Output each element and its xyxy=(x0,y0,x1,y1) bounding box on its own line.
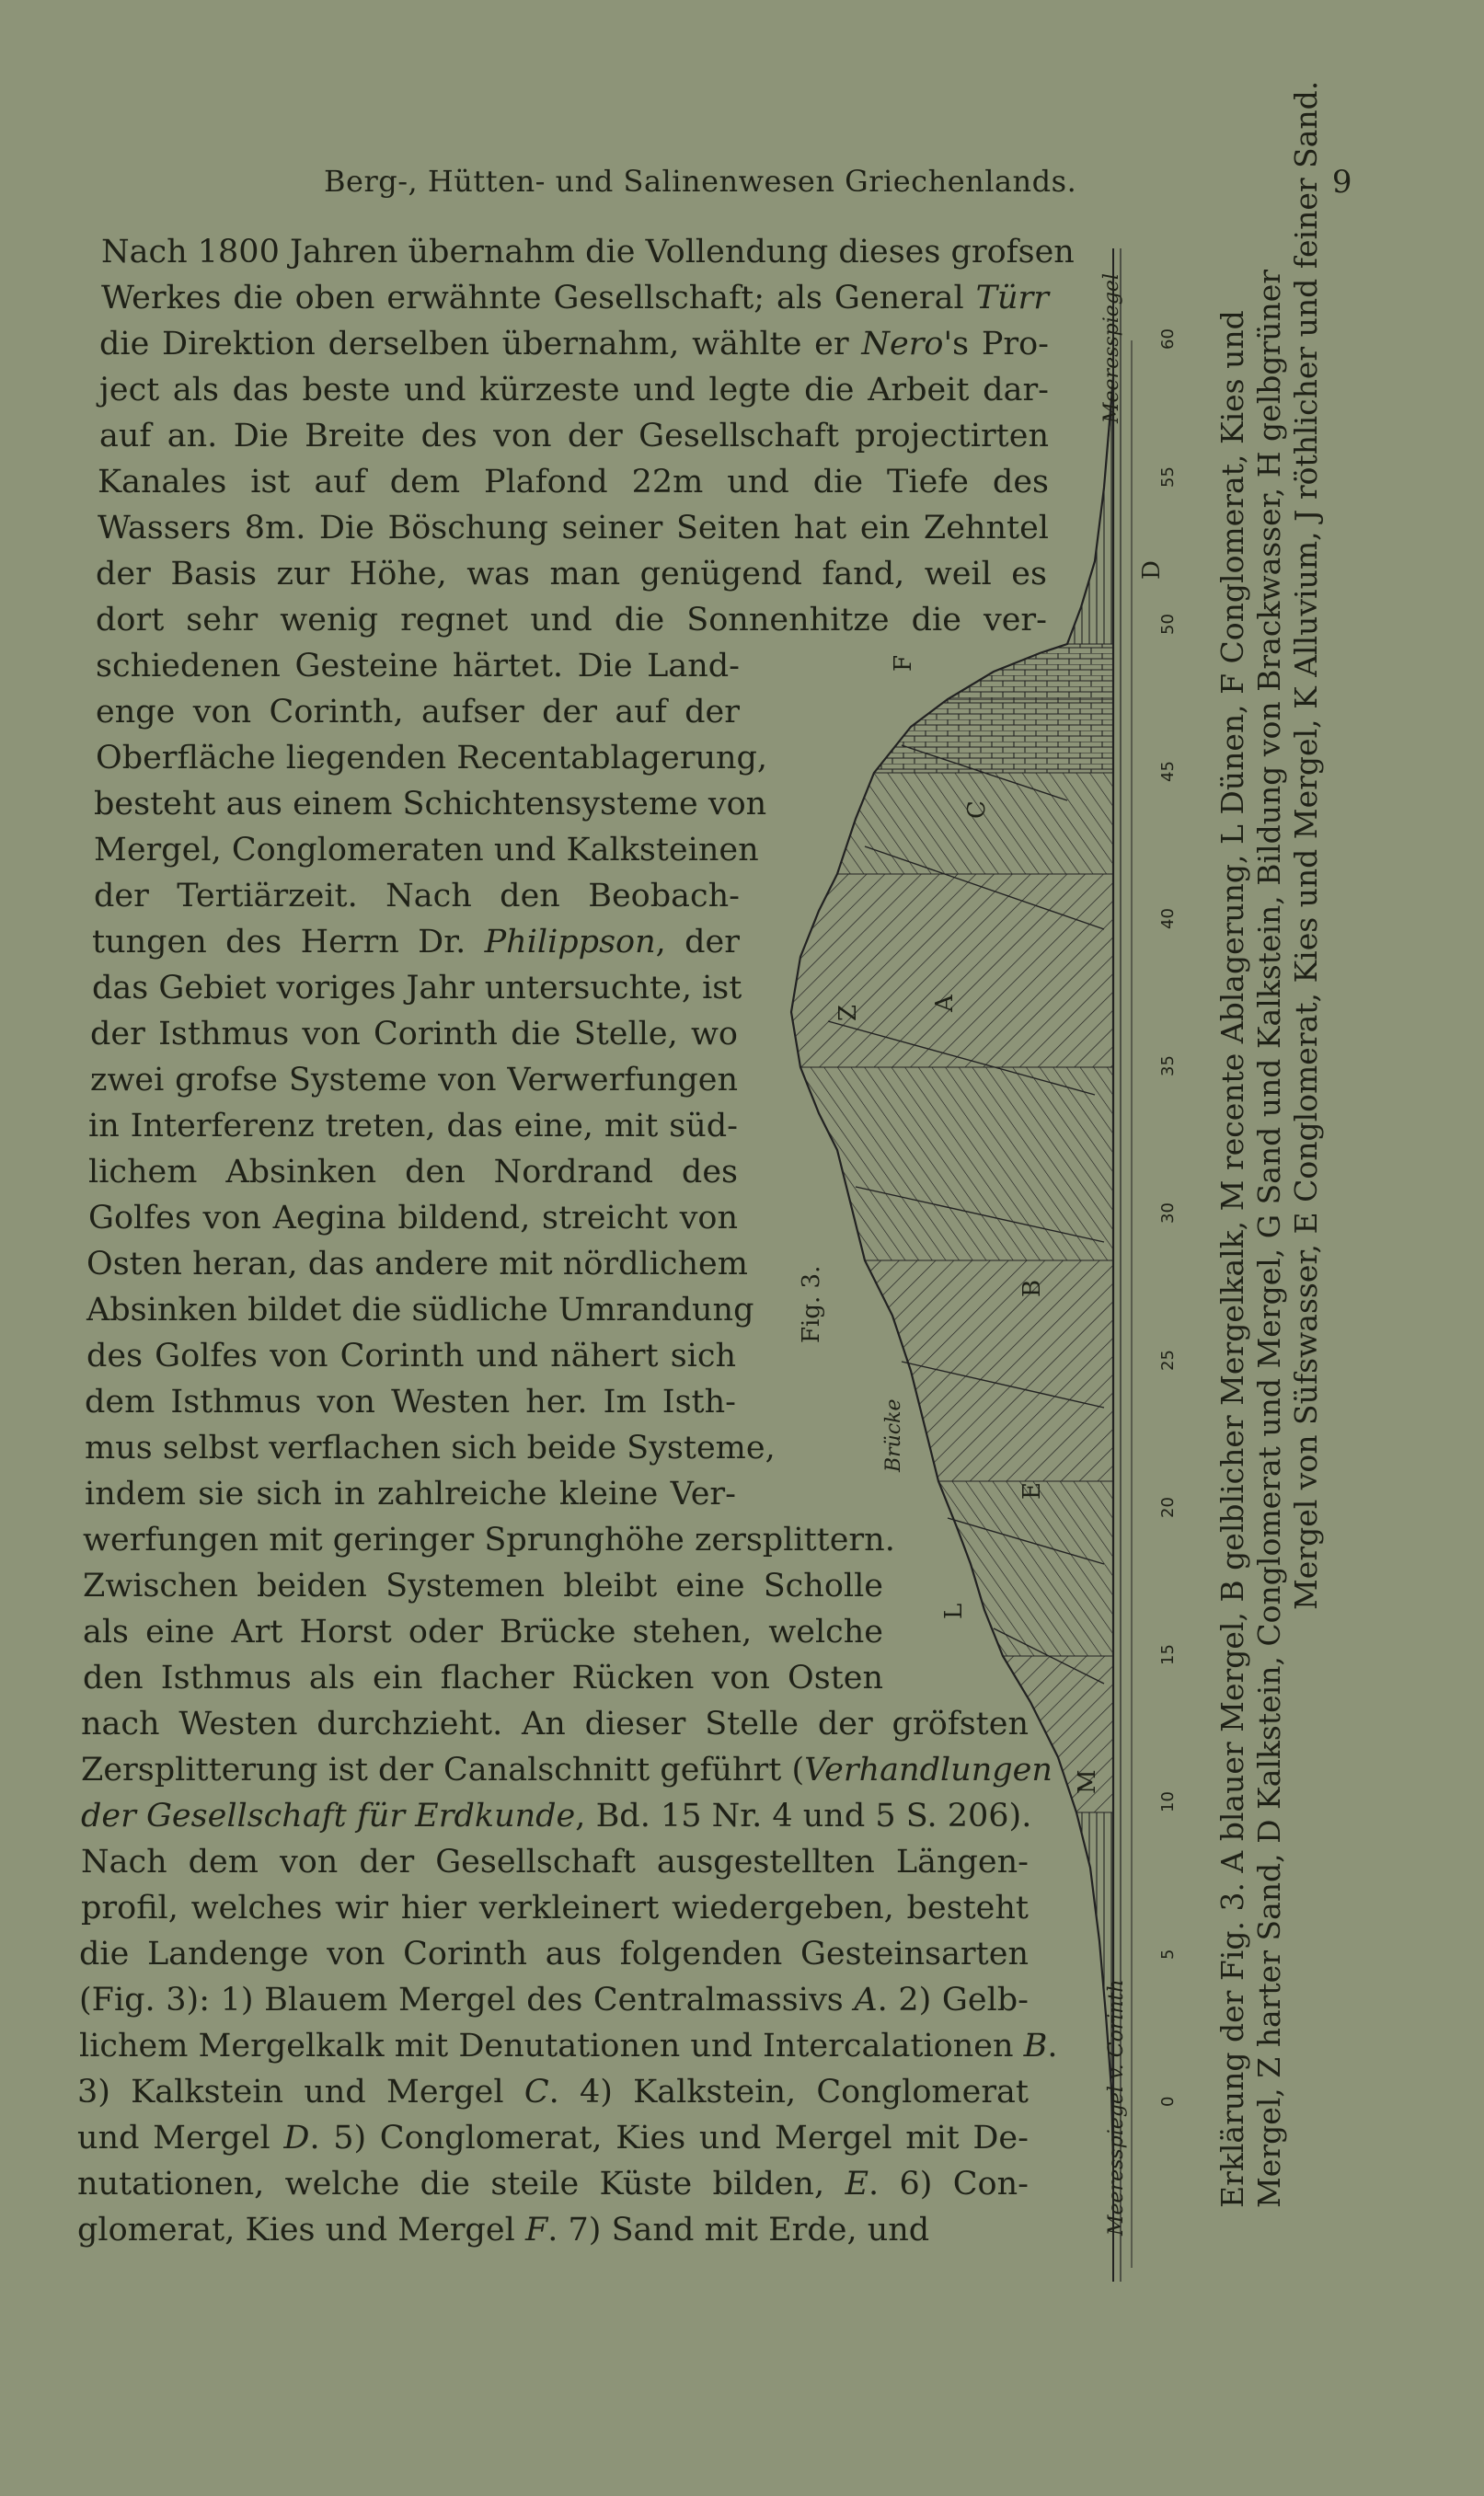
text-line: enge von Corinth, aufser der auf der xyxy=(96,694,740,730)
text-line: zwei grofse Systeme von Verwerfungen xyxy=(90,1062,738,1098)
text-line: Golfes von Aegina bildend, streicht von xyxy=(88,1200,738,1236)
scale-tick: 35 xyxy=(1158,1055,1178,1076)
scale-tick: 0 xyxy=(1158,2096,1178,2107)
text-line: der Tertiärzeit. Nach den Beobach- xyxy=(94,878,740,914)
text-line: besteht aus einem Schichtensysteme von xyxy=(94,786,767,822)
caption-line: Mergel von Süfswasser, E Conglomerat, Kies und Mergel, K Alluvium, J röthlicher und feiner Sand. xyxy=(1288,80,1324,1610)
text-line: (Fig. 3): 1) Blauem Mergel des Centralmassivs A. 2) Gelb- xyxy=(79,1982,1029,2019)
layer-letter: Z xyxy=(834,1004,862,1021)
caption-line: Erklärung der Fig. 3. A blauer Mergel, B gelblicher Mergelkalk, M recente Ablagerung, L Dünen, F Conglomerat, Kies und xyxy=(1214,310,1250,2208)
scale-tick: 25 xyxy=(1158,1350,1178,1371)
scale-tick: 60 xyxy=(1158,328,1178,350)
text-line: werfungen mit geringer Sprunghöhe zersplittern. xyxy=(83,1522,895,1559)
text-line: indem sie sich in zahlreiche kleine Ver- xyxy=(85,1476,736,1513)
scale-tick: 10 xyxy=(1158,1791,1178,1812)
text-line: lichem Absinken den Nordrand des xyxy=(88,1154,738,1190)
terrain-profile xyxy=(791,377,1113,2162)
figure-isthmus-profile xyxy=(764,212,1196,2300)
figure-caption xyxy=(1214,80,1325,2208)
scale-ticks xyxy=(1158,328,1178,2107)
text-line: den Isthmus als ein flacher Rücken von Osten xyxy=(83,1660,883,1697)
scale-tick: 5 xyxy=(1158,1949,1178,1960)
text-line: Oberfläche liegenden Recentablagerung, xyxy=(96,740,768,776)
scale-tick: 20 xyxy=(1158,1497,1178,1518)
layer-letter: B xyxy=(1018,1279,1046,1297)
text-line: dem Isthmus von Westen her. Im Isth- xyxy=(85,1384,736,1421)
scale-tick: 15 xyxy=(1158,1644,1178,1665)
bridge-label: Brücke xyxy=(882,1398,905,1472)
text-line: als eine Art Horst oder Brücke stehen, welche xyxy=(83,1614,883,1651)
layer-letter: A xyxy=(931,995,959,1012)
text-line: lichem Mergelkalk mit Denutationen und Intercalationen B. xyxy=(79,2028,1058,2065)
sea-level-label-corinth: Meeresspiegel v. Corinth xyxy=(1105,1979,1128,2236)
text-line: dort sehr wenig regnet und die Sonnenhitze die ver- xyxy=(96,602,1047,638)
text-line: der Gesellschaft für Erdkunde, Bd. 15 Nr. 4 und 5 S. 206). xyxy=(81,1798,1032,1835)
page-number: 9 xyxy=(1331,164,1352,201)
layer-letter: M xyxy=(1074,1769,1101,1794)
text-line: und Mergel D. 5) Conglomerat, Kies und Mergel mit De- xyxy=(77,2120,1029,2157)
text-line: Mergel, Conglomeraten und Kalksteinen xyxy=(94,832,759,868)
text-line: profil, welches wir hier verkleinert wiedergeben, besteht xyxy=(81,1890,1029,1927)
text-line: schiedenen Gesteine härtet. Die Land- xyxy=(96,648,740,684)
scale-tick: 30 xyxy=(1158,1202,1178,1224)
header-title: Berg-, Hütten- und Salinenwesen Griechenlands. xyxy=(324,164,1077,199)
sea-level-label-top: Meeresspiegel xyxy=(1100,273,1123,423)
text-line: nach Westen durchzieht. An dieser Stelle der gröfsten xyxy=(81,1706,1029,1743)
text-line: die Landenge von Corinth aus folgenden Gesteinsarten xyxy=(79,1936,1029,1973)
scale-tick: 55 xyxy=(1158,466,1178,488)
text-line: auf an. Die Breite des von der Gesellschaft projectirten xyxy=(99,418,1049,454)
text-line: Absinken bildet die südliche Umrandung xyxy=(86,1292,754,1329)
text-line: der Isthmus von Corinth die Stelle, wo xyxy=(90,1016,738,1052)
text-line: Zwischen beiden Systemen bleibt eine Scholle xyxy=(83,1568,883,1605)
text-line: des Golfes von Corinth und nähert sich xyxy=(86,1338,736,1375)
text-line: der Basis zur Höhe, was man genügend fand, weil es xyxy=(96,556,1047,592)
layer-letter: D xyxy=(1138,560,1166,580)
figure-label: Fig. 3. xyxy=(798,1265,825,1343)
sea-level-lines xyxy=(1113,248,1132,2282)
text-line: nutationen, welche die steile Küste bilden, E. 6) Con- xyxy=(77,2166,1029,2203)
layer-letter: C xyxy=(963,800,991,819)
caption-line: Mergel, Z harter Sand, D Kalkstein, Conglomerat und Mergel, G Sand und Kalkstein, Bildung von Brackwasser, H gelbgrüner xyxy=(1251,269,1287,2208)
text-line: Zersplitterung ist der Canalschnitt geführt (Verhandlungen xyxy=(81,1752,1053,1789)
text-line: ject als das beste und kürzeste und legte die Arbeit dar- xyxy=(99,372,1049,408)
text-line: die Direktion derselben übernahm, wählte er Nero's Pro- xyxy=(99,326,1050,362)
text-line: Nach dem von der Gesellschaft ausgestellten Längen- xyxy=(81,1844,1029,1881)
text-line: mus selbst verflachen sich beide Systeme, xyxy=(85,1430,776,1467)
layer-letter: F xyxy=(890,654,917,672)
text-line: Wassers 8m. Die Böschung seiner Seiten hat ein Zehntel xyxy=(98,510,1049,546)
profile-diagram xyxy=(764,212,1196,2300)
scale-tick: 45 xyxy=(1158,761,1178,782)
layer-letter: L xyxy=(940,1603,968,1619)
text-line: Kanales ist auf dem Plafond 22m und die Tiefe des xyxy=(98,464,1049,500)
text-line: glomerat, Kies und Mergel F. 7) Sand mit Erde, und xyxy=(77,2212,930,2249)
scale-tick: 50 xyxy=(1158,614,1178,635)
text-line: in Interferenz treten, das eine, mit süd- xyxy=(88,1108,738,1144)
text-line: Nach 1800 Jahren übernahm die Vollendung dieses grofsen xyxy=(101,234,1075,270)
text-line: Werkes die oben erwähnte Gesellschaft; als General Türr xyxy=(101,280,1049,316)
scale-tick: 40 xyxy=(1158,908,1178,929)
layer-letter: E xyxy=(1018,1482,1046,1500)
text-line: tungen des Herrn Dr. Philippson, der xyxy=(92,924,740,960)
text-line: das Gebiet voriges Jahr untersuchte, ist xyxy=(92,970,742,1006)
text-line: 3) Kalkstein und Mergel C. 4) Kalkstein, Conglomerat xyxy=(77,2074,1029,2111)
text-line: Osten heran, das andere mit nördlichem xyxy=(86,1246,748,1283)
